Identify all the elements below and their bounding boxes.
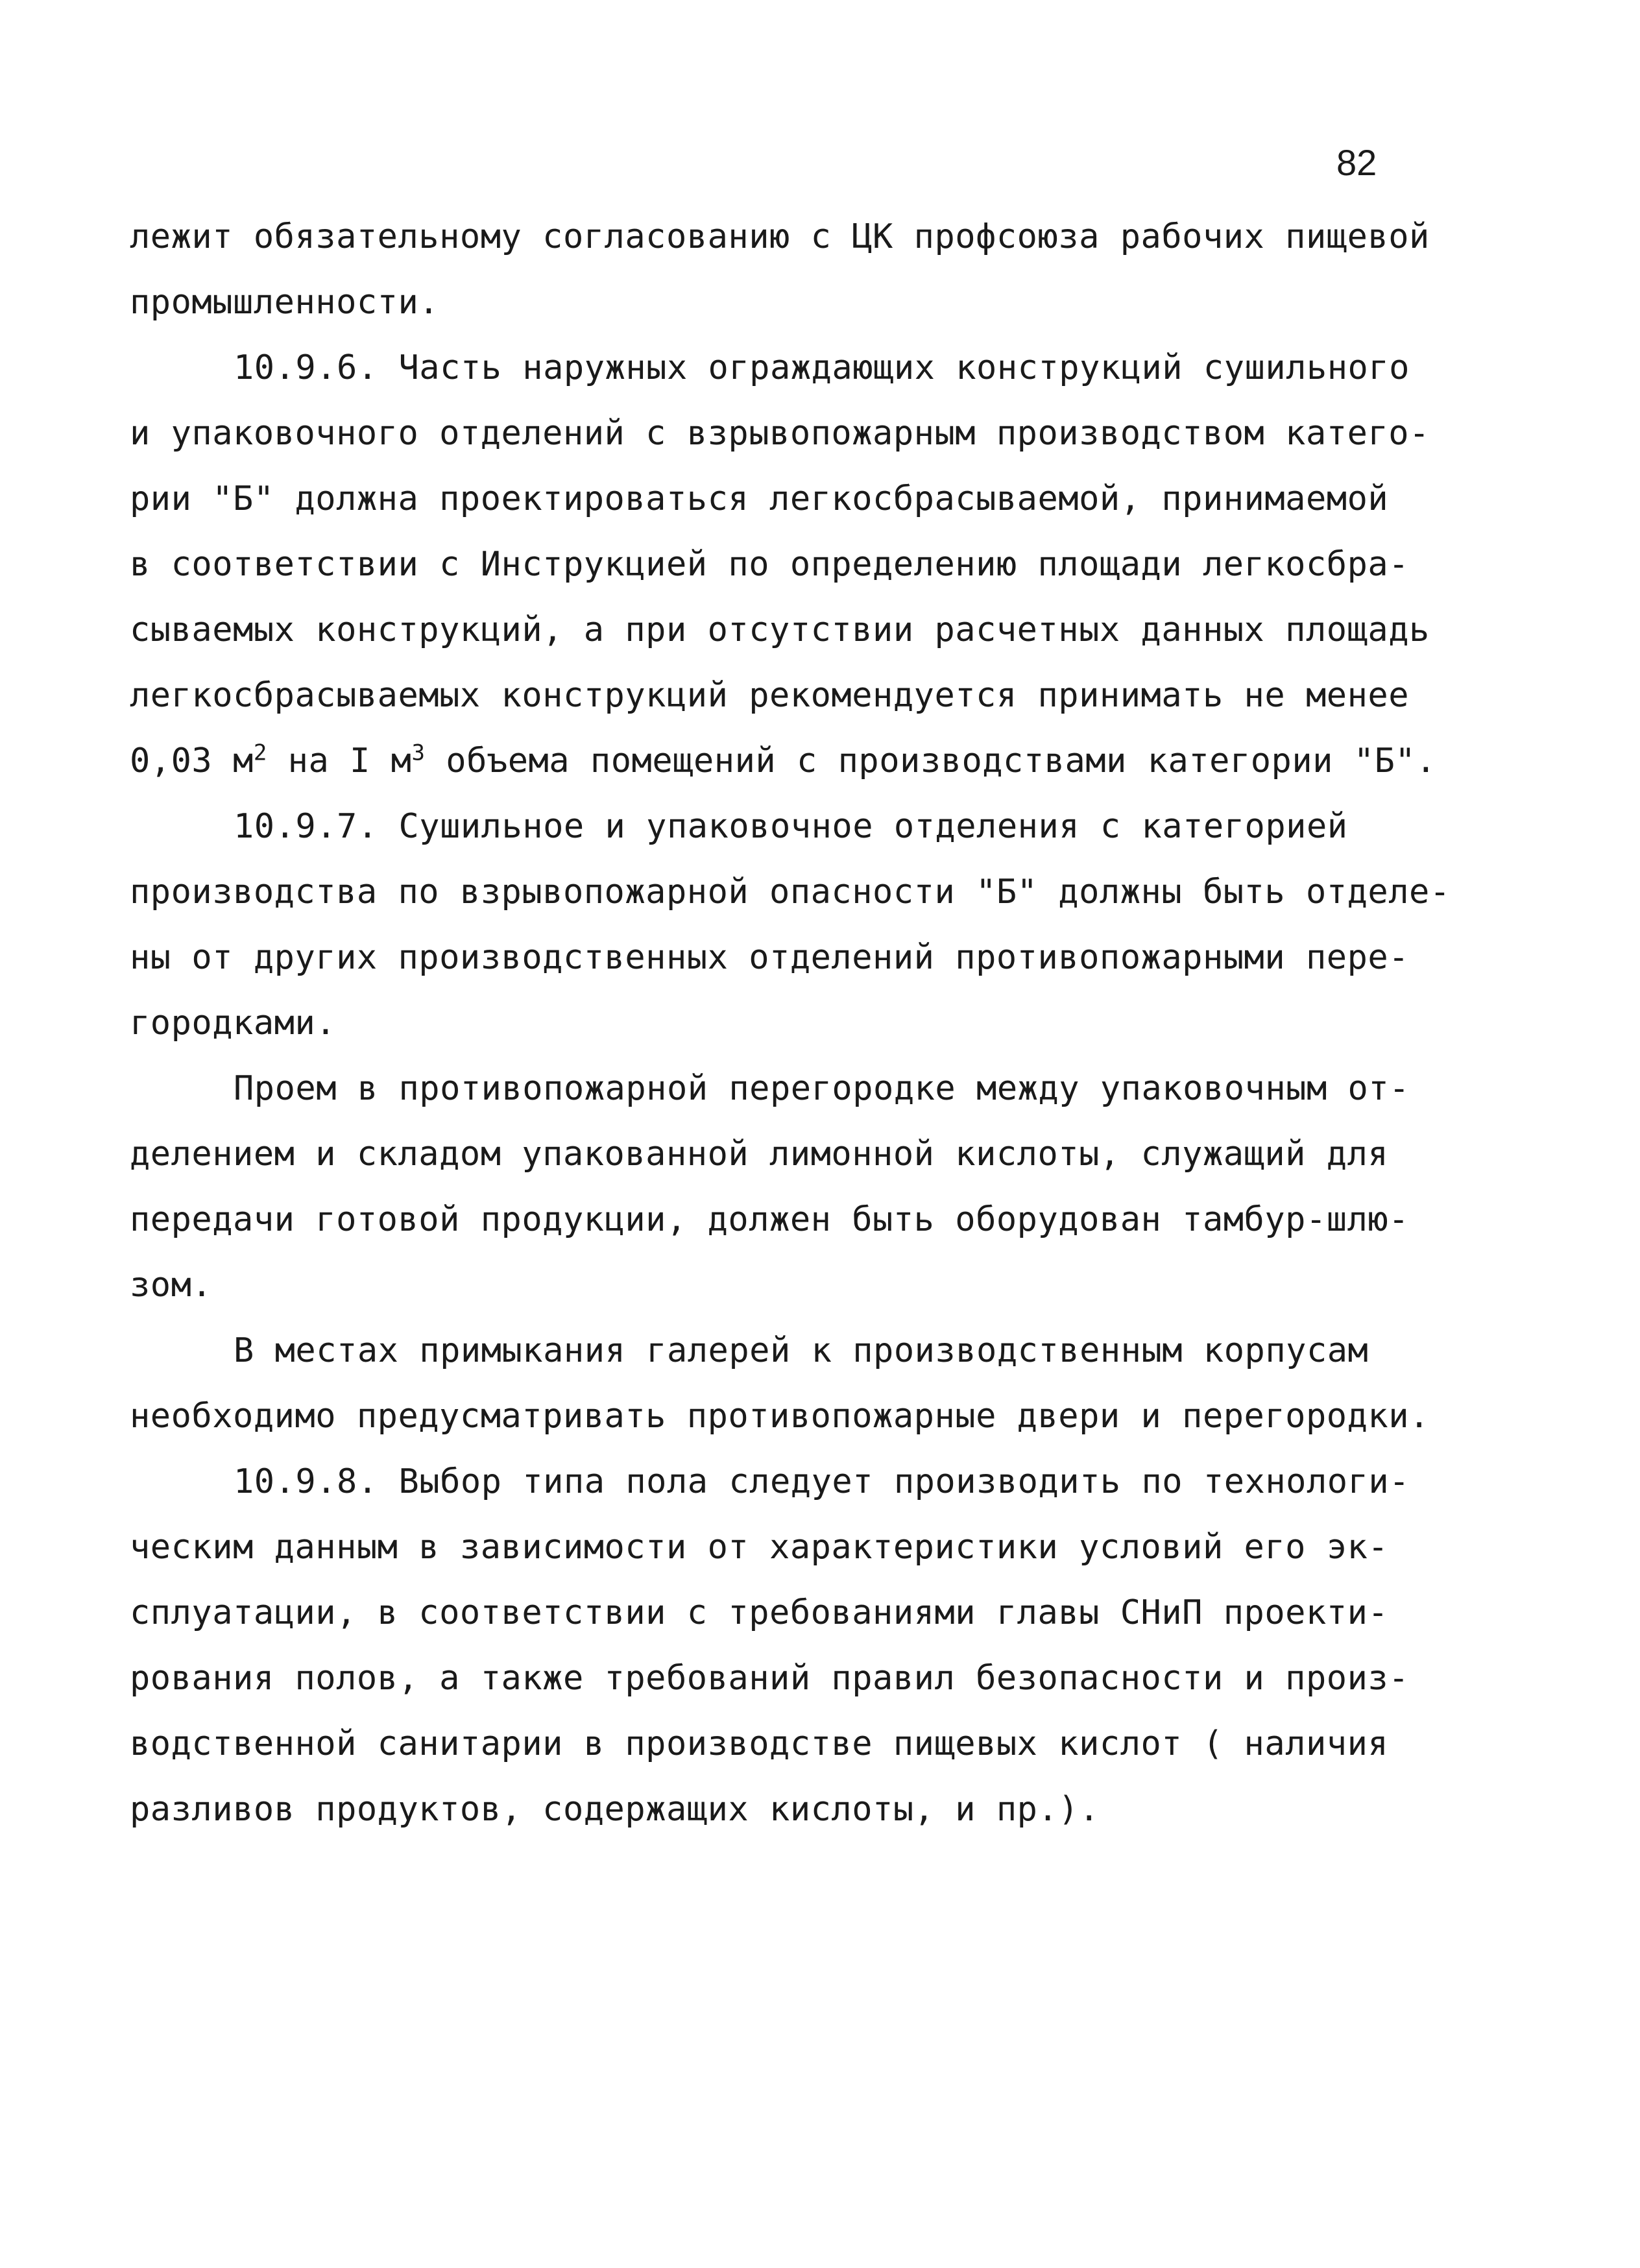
text-line: рии "Б" должна проектироваться легкосбрасываемой, принимаемой: [130, 479, 1389, 518]
text-line: делением и складом упакованной лимонной кислоты, служащий для: [130, 1135, 1389, 1174]
page-number: 82: [1336, 142, 1377, 183]
area-value: 0,03 м: [130, 742, 254, 780]
text-line: водственной санитарии в производстве пищевых кислот ( наличия: [130, 1724, 1389, 1763]
paragraph-10-9-6-start: 10.9.6. Часть наружных ограждающих конструкций сушильного: [234, 348, 1410, 387]
paragraph-10-9-7-start: 10.9.7. Сушильное и упаковочное отделения с категорией: [234, 807, 1348, 846]
text-line: лежит обязательному согласованию с ЦК профсоюза рабочих пищевой: [130, 217, 1430, 256]
superscript-3: 3: [411, 740, 426, 766]
text-line: необходимо предусматривать противопожарные двери и перегородки.: [130, 1397, 1430, 1436]
text-line: зом.: [130, 1266, 213, 1305]
paragraph-opening-start: Проем в противопожарной перегородке между упаковочным от-: [234, 1069, 1410, 1108]
text-line: сываемых конструкций, а при отсутствии расчетных данных площадь: [130, 610, 1430, 649]
text-line: ны от других производственных отделений противопожарными пере-: [130, 938, 1410, 977]
text-line: передачи готовой продукции, должен быть оборудован тамбур-шлю-: [130, 1200, 1410, 1239]
text-line: и упаковочного отделений с взрывопожарным производством катего-: [130, 414, 1430, 453]
document-body: [130, 204, 1451, 1842]
text-line: городками.: [130, 1004, 337, 1043]
text-line: легкосбрасываемых конструкций рекомендуется принимать не менее: [130, 676, 1410, 715]
text-line-area-ratio: [130, 729, 1434, 794]
text-line: сплуатации, в соответствии с требованиями главы СНиП проекти-: [130, 1593, 1389, 1632]
text-line: в соответствии с Инструкцией по определению площади легкосбра-: [130, 545, 1410, 584]
category-text: объема помещений с производствами категории "Б".: [425, 742, 1436, 780]
text-line: ческим данным в зависимости от характеристики условий его эк-: [130, 1528, 1389, 1567]
text-line: рования полов, а также требований правил безопасности и произ-: [130, 1659, 1410, 1698]
paragraph-galleries-start: В местах примыкания галерей к производственным корпусам: [234, 1331, 1369, 1370]
text-line: производства по взрывопожарной опасности "Б" должны быть отделе-: [130, 873, 1451, 911]
paragraph-10-9-8-start: 10.9.8. Выбор типа пола следует производить по технологи-: [234, 1462, 1410, 1501]
text-line: промышленности.: [130, 283, 440, 322]
volume-text: на I м: [267, 742, 412, 780]
text-line: разливов продуктов, содержащих кислоты, и пр.).: [130, 1790, 1100, 1829]
superscript-2: 2: [253, 740, 267, 766]
